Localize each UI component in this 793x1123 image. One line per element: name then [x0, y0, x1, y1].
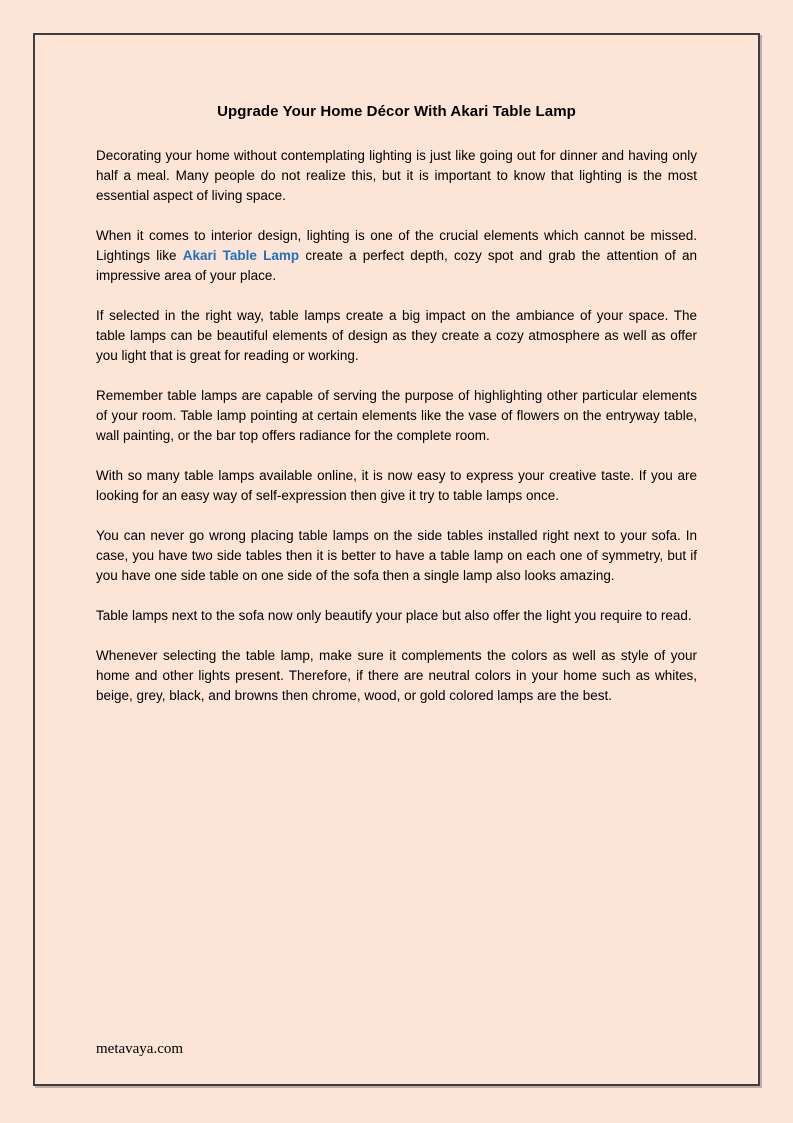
paragraph-8: [96, 646, 697, 706]
paragraph-7: [96, 606, 697, 626]
page-content: [35, 35, 758, 706]
paragraph-text: If selected in the right way, table lamps create a big impact on the ambiance of your space. The table lamps can be beautiful elements of design as they create a cozy atmosphere as well as offer you light that is great for reading or working.: [96, 308, 697, 363]
paragraph-3: [96, 306, 697, 366]
paragraph-text: Decorating your home without contemplating lighting is just like going out for dinner and having only half a meal. Many people do not realize this, but it is important to know that lighting is the most essential aspect of living space.: [96, 148, 697, 203]
paragraph-text: Table lamps next to the sofa now only beautify your place but also offer the light you require to read.: [96, 608, 692, 623]
paragraph-2: [96, 226, 697, 286]
paragraph-6: [96, 526, 697, 586]
paragraph-text: With so many table lamps available online, it is now easy to express your creative taste. If you are looking for an easy way of self-expression then give it try to table lamps once.: [96, 468, 697, 503]
page-title: Upgrade Your Home Décor With Akari Table Lamp: [217, 103, 576, 120]
paragraph-text: When it comes to interior design, lighting is one of the crucial elements which cannot be missed. Lightings like: [96, 228, 697, 263]
paragraph-text: create a perfect depth, cozy spot and grab the attention of an impressive area of your place.: [96, 248, 697, 283]
paragraph-4: [96, 386, 697, 446]
footer-domain: metavaya.com: [96, 1041, 184, 1057]
page-border-frame: [33, 33, 760, 1086]
paragraph-5: [96, 466, 697, 506]
akari-table-lamp-link[interactable]: Akari Table Lamp: [182, 248, 300, 263]
paragraph-text: You can never go wrong placing table lamps on the side tables installed right next to your sofa. In case, you have two side tables then it is better to have a table lamp on each one of symmetry, but if you have one side table on one side of the sofa then a single lamp also looks amazing.: [96, 528, 697, 583]
paragraph-1: [96, 146, 697, 206]
paragraph-text: Remember table lamps are capable of serving the purpose of highlighting other particular elements of your room. Table lamp pointing at certain elements like the vase of flowers on the entryway table, wall painting, or the bar top offers radiance for the complete room.: [96, 388, 697, 443]
paragraph-text: Whenever selecting the table lamp, make sure it complements the colors as well as style of your home and other lights present. Therefore, if there are neutral colors in your home such as whites, beige, grey, black, and browns then chrome, wood, or gold colored lamps are the best.: [96, 648, 697, 703]
